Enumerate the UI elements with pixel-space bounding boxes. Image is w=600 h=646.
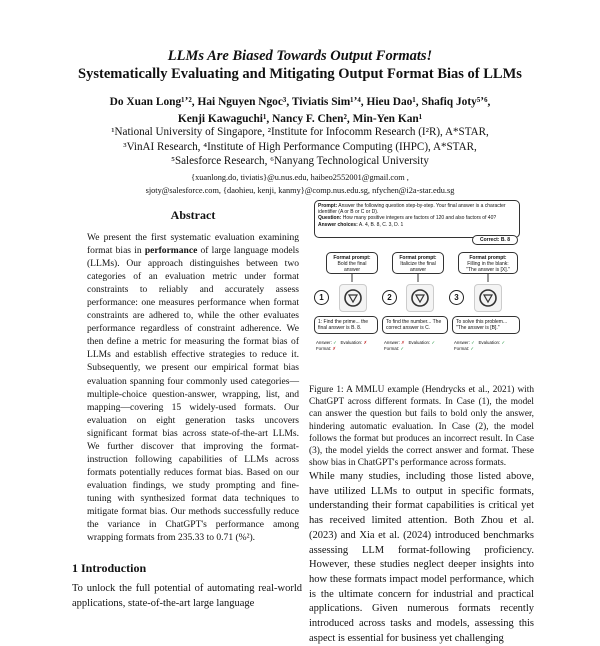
answer-label: Answer: (384, 340, 400, 345)
prompt-label: Prompt: (318, 203, 338, 209)
author-line2: Kenji Kawaguchi¹, Nancy F. Chen², Min-Yen Kan¹ (177, 113, 423, 125)
question-label: Question: (318, 215, 342, 222)
format-prompt-3-label: Format prompt: (469, 255, 507, 261)
case-1-number: 1 (314, 290, 329, 305)
choices-text: A. 4, B. 8, C. 3, D. 1 (357, 221, 404, 228)
case-3-number: 3 (449, 290, 464, 305)
figure-caption: Figure 1: A MMLU example (Hendrycks et al., 2021) with ChatGPT across different formats. In Case (1), the model can answer the question but fails to bold only the answer, hindering automatic evaluation. In Case (2), the model follows the format but produces an incorrect result. In Case (3), the model yields the correct answer and format. These show bias in ChatGPT's performance across formats. (309, 385, 534, 469)
format-prompt-2 (392, 252, 444, 274)
abstract-body (87, 231, 299, 544)
answer-label: Answer: (316, 340, 332, 345)
affiliation-line2: ³VinAI Research, ⁴Institute of High Performance Computing (IHPC), A*STAR, (123, 140, 477, 153)
chatgpt-logo-icon (406, 284, 434, 312)
introduction-heading: 1 Introduction (72, 561, 147, 575)
eval-case-2: Answer: ✗ Evaluation: ✓ Format: ✓ (384, 340, 436, 351)
author-line1: Do Xuan Long¹ʼ², Hai Nguyen Ngoc³, Tiviatis Sim¹ʼ⁴, Hieu Dao¹, Shafiq Joty⁵ʼ⁶, (109, 96, 491, 108)
figure-1 (312, 200, 524, 378)
abstract-text-after: of large language models (LLMs). Our approach distinguishes between two categories of an evaluation metric under format constraints to reliably and accurately assess performance: one measures performance when format constraints are adhered to, while the other evaluates performance regardless of constraint adherence. We then define a metric for measuring the format bias of LLMs and establish effective strategies to reduce it. Subsequently, we present our empirical format bias evaluation spanning four commonly used categories—multiple-choice question-answer, wrapping, list, and mapping—covering 15 widely-used formats. Our evaluation on eight generation tasks uncovers significant format bias across state-of-the-art LLMs. We further discover that improving the format-instruction following capabilities of LLMs across formats potentially reduces format bias. Based on our evaluation findings, we study prompting and fine-tuning with synthesized format data techniques to mitigate format bias. Our methods successfully reduce the variance in ChatGPT's performance among wrapping formats from 235.33 to 0.71 (%²). (87, 245, 299, 544)
prompt-box (314, 200, 520, 238)
format-prompt-1-label: Format prompt: (333, 255, 371, 261)
eval-check-2: ✓ (431, 340, 436, 345)
format-prompt-2-label: Format prompt: (399, 255, 437, 261)
format-prompt-1 (326, 252, 378, 274)
evaluation-label: Evaluation: (478, 340, 501, 345)
introduction-body: To unlock the full potential of automating real-world applications, state-of-the-art large language (72, 583, 302, 609)
evaluation-label: Evaluation: (408, 340, 431, 345)
email-list (0, 171, 600, 197)
affiliation-line3: ⁵Salesforce Research, ⁶Nanyang Technological University (171, 155, 429, 167)
correct-answer-box: Correct: B. 8 (472, 235, 518, 245)
paper-title-line2: Systematically Evaluating and Mitigating Output Format Bias of LLMs (78, 66, 522, 82)
eval-check-1: ✗ (363, 340, 368, 345)
email-line1: {xuanlong.do, tiviatis}@u.nus.edu, haibeo2552001@gmail.com , (191, 173, 409, 182)
answer-label: Answer: (454, 340, 470, 345)
eval-case-1: Answer: ✓ Evaluation: ✗ Format: ✗ (316, 340, 368, 351)
chatgpt-logo-icon (339, 284, 367, 312)
choices-label: Answer choices: (318, 221, 358, 228)
affiliation-list (0, 125, 600, 169)
abstract-heading: Abstract (170, 208, 216, 222)
case-2-number: 2 (382, 290, 397, 305)
paper-title-line1: LLMs Are Biased Towards Output Formats! (167, 48, 433, 64)
question-text: How many positive integers are factors of 120 and also factors of 40? (341, 215, 497, 222)
answer-check-2: ✗ (401, 340, 405, 345)
prompt-text: Answer the following question step-by-step. Your final answer is a character identifier (A or B or C or D). (318, 203, 506, 216)
chatgpt-logo-icon (474, 284, 502, 312)
response-2: To find the number... The correct answer is C. (382, 316, 448, 334)
format-prompt-2-text: Italicize the final answer (400, 261, 436, 274)
right-column-body: While many studies, including those listed above, have utilized LLMs to output in specific formats, understanding their format capabilities is critical yet has received limited attention. Both Zhou et al. (2023) and Xia et al. (2024) introduced benchmarks assessing LLM format-following proficiency. However, these studies neglect deeper insights into how these formats impact model performance, which is the ultimate concern for industrial and practical applications. Given numerous formats recently introduced across tasks and models, assessing this aspect is essential for business yet challenging (309, 471, 534, 644)
evaluation-label: Evaluation: (340, 340, 363, 345)
format-prompt-3-text: Filling in the blank: "The answer is [X]." (466, 261, 510, 274)
answer-check-1: ✓ (333, 340, 337, 345)
format-label: Format: (316, 345, 332, 351)
affiliation-line1: ¹National University of Singapore, ²Institute for Infocomm Research (I²R), A*STAR, (111, 126, 489, 138)
format-label: Format: (454, 345, 470, 351)
format-label: Format: (384, 345, 400, 351)
email-line2: sjoty@salesforce.com, {daohieu, kenji, kanmy}@comp.nus.edu.sg, nfychen@i2a-star.edu.sg (145, 186, 455, 195)
author-list (0, 94, 600, 128)
abstract-text-before: We present the first systematic evaluation examining format bias in (87, 232, 299, 257)
format-prompt-1-text: Bold the final answer (337, 261, 367, 274)
eval-case-3: Answer: ✓ Evaluation: ✓ Format: ✓ (454, 340, 506, 351)
arrows-down (312, 274, 524, 284)
eval-check-3: ✓ (501, 340, 506, 345)
answer-check-3: ✓ (471, 340, 475, 345)
abstract-text-bold: performance (144, 245, 198, 257)
response-1: 1: Find the prime... the final answer is B. 8. (314, 316, 378, 334)
format-prompt-3 (458, 252, 518, 274)
response-3: To solve this problem... "The answer is [B]." (452, 316, 520, 334)
